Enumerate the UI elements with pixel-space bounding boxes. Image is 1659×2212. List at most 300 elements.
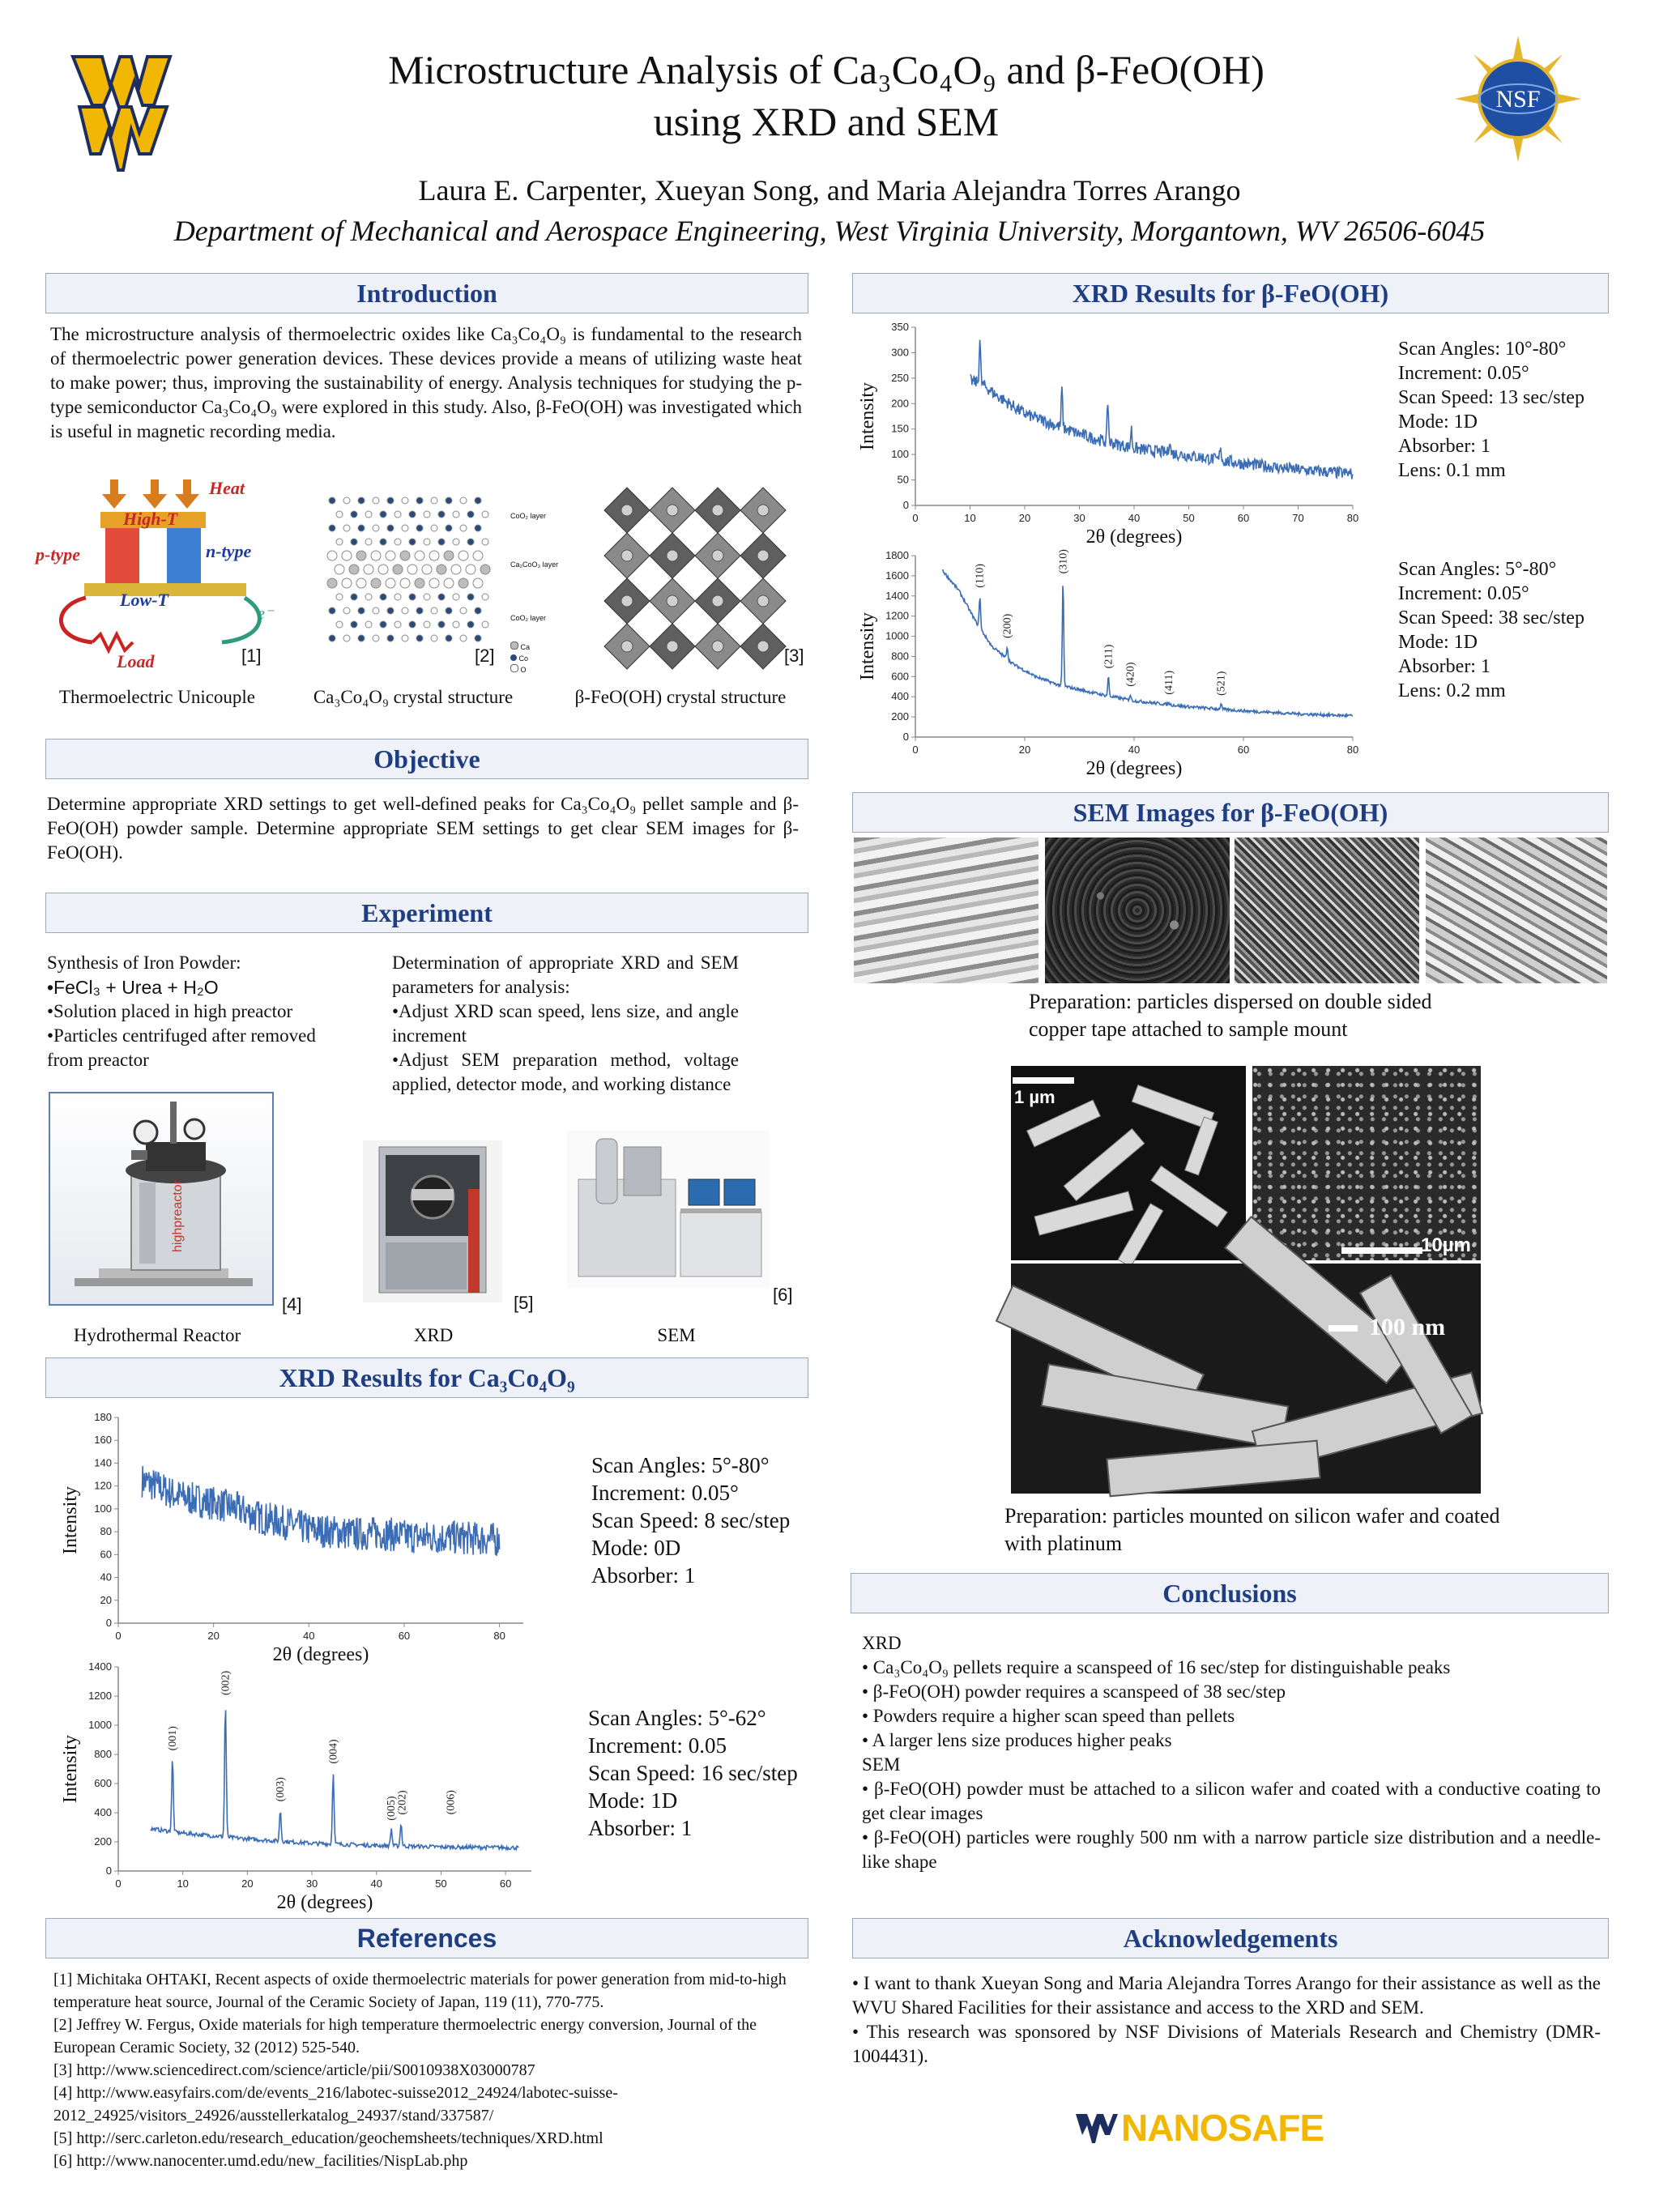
atom bbox=[482, 621, 488, 628]
atom bbox=[343, 525, 350, 531]
atom bbox=[336, 621, 343, 628]
ca-xrd-params-2 bbox=[588, 1704, 798, 1842]
atom bbox=[475, 497, 481, 504]
ca-layer-label-3: CoO₂ layer bbox=[510, 614, 547, 622]
atom bbox=[424, 539, 430, 545]
param-line: Mode: 1D bbox=[588, 1788, 678, 1813]
atom bbox=[424, 511, 430, 518]
atom bbox=[453, 594, 459, 600]
atom bbox=[402, 497, 408, 504]
low-t-label: Low-T bbox=[120, 590, 168, 610]
ref-3-marker: [3] bbox=[784, 646, 804, 666]
x-tick-label: 40 bbox=[370, 1877, 382, 1890]
ca-xrd-chart-2 bbox=[45, 1656, 548, 1913]
atom bbox=[467, 539, 474, 545]
atom bbox=[446, 497, 452, 504]
atom bbox=[351, 539, 357, 545]
y-tick-label: 100 bbox=[94, 1502, 112, 1515]
atom bbox=[342, 551, 352, 560]
atom bbox=[438, 539, 445, 545]
atom bbox=[482, 539, 488, 545]
ca-layer-label-2: Ca₂CoO₃ layer bbox=[510, 560, 559, 569]
y-tick-label: 1000 bbox=[88, 1719, 112, 1731]
atom bbox=[712, 505, 723, 516]
x-tick-label: 10 bbox=[177, 1877, 189, 1890]
atom bbox=[757, 505, 769, 516]
atom bbox=[431, 525, 437, 531]
fe-xrd-params-1 bbox=[1398, 337, 1584, 483]
atom bbox=[387, 607, 394, 614]
param-line: Increment: 0.05° bbox=[591, 1481, 739, 1505]
series-line bbox=[970, 340, 1353, 479]
atom bbox=[409, 539, 416, 545]
conclusions-sem-label: SEM bbox=[862, 1754, 901, 1775]
scale-bar-1 bbox=[1013, 1077, 1074, 1084]
param-line: Mode: 1D bbox=[1398, 411, 1478, 433]
atom bbox=[365, 621, 372, 628]
atom bbox=[667, 505, 678, 516]
x-tick-label: 20 bbox=[241, 1877, 254, 1890]
x-tick-label: 60 bbox=[398, 1630, 411, 1642]
conclusions-heading: Conclusions bbox=[851, 1573, 1609, 1613]
y-tick-label: 60 bbox=[100, 1548, 112, 1561]
atom bbox=[415, 551, 424, 560]
atom bbox=[712, 641, 723, 652]
conclusions-xrd-label: XRD bbox=[862, 1633, 902, 1653]
atom bbox=[453, 539, 459, 545]
sem-prep-1: Preparation: particles dispersed on double sided copper tape attached to sample mount bbox=[1029, 990, 1432, 1041]
param-line: Scan Speed: 38 sec/step bbox=[1398, 607, 1584, 629]
atom bbox=[365, 539, 372, 545]
atom bbox=[394, 621, 401, 628]
atom bbox=[336, 594, 343, 600]
atom bbox=[387, 635, 394, 641]
feooh-structure-caption: β-FeO(OH) crystal structure bbox=[574, 687, 787, 707]
y-tick-label: 600 bbox=[891, 670, 909, 683]
atom bbox=[336, 511, 343, 518]
y-tick-label: 350 bbox=[891, 321, 909, 333]
high-t-label: High-T bbox=[123, 509, 178, 529]
atom bbox=[373, 497, 379, 504]
synthesis-item: •FeCl₃ + Urea + H₂O bbox=[47, 977, 219, 998]
x-tick-label: 80 bbox=[1346, 744, 1359, 756]
atom bbox=[343, 497, 350, 504]
atom bbox=[351, 621, 357, 628]
atom bbox=[667, 641, 678, 652]
atom bbox=[446, 607, 452, 614]
ca3co4o9-structure-caption: Ca₃Co₄O₉ crystal structure bbox=[313, 687, 514, 707]
x-tick-label: 30 bbox=[1073, 512, 1085, 524]
atom bbox=[460, 497, 467, 504]
x-axis-label: 2θ (degrees) bbox=[276, 1892, 373, 1913]
atom bbox=[329, 525, 335, 531]
atom bbox=[371, 578, 381, 588]
conclusion-item: • β-FeO(OH) powder must be attached to a silicon wafer and coated with a conductive coating to get clear images bbox=[862, 1779, 1601, 1823]
y-tick-label: 200 bbox=[94, 1835, 112, 1848]
atom bbox=[387, 497, 394, 504]
series-line bbox=[151, 1710, 518, 1849]
conclusions-body bbox=[862, 1631, 1601, 1874]
atom bbox=[438, 594, 445, 600]
sem-image-2 bbox=[1045, 837, 1230, 983]
objective-text: Determine appropriate XRD settings to get well-defined peaks for Ca₃Co₄O₉ pellet sample and β-FeO(OH) powder sample. Determine appropriate SEM settings to get clear SEM images for β-FeO(OH). bbox=[47, 794, 799, 863]
x-tick-label: 50 bbox=[1183, 512, 1195, 524]
param-line: Scan Angles: 5°-80° bbox=[1398, 559, 1557, 580]
atom bbox=[373, 635, 379, 641]
atom bbox=[437, 565, 446, 574]
atom bbox=[460, 635, 467, 641]
sem-image-7 bbox=[1011, 1264, 1481, 1494]
atom bbox=[400, 578, 410, 588]
atom bbox=[467, 511, 474, 518]
atom bbox=[453, 621, 459, 628]
thermoelectric-unicouple-figure bbox=[36, 476, 279, 671]
title-line-2: using XRD and SEM bbox=[653, 99, 1000, 144]
atom bbox=[460, 525, 467, 531]
sem-prep-2: Preparation: particles mounted on silicon wafer and coated with platinum bbox=[1004, 1504, 1500, 1555]
nanosafe-logo bbox=[1076, 2104, 1351, 2153]
x-tick-label: 80 bbox=[1346, 512, 1359, 524]
atom bbox=[424, 594, 430, 600]
atom bbox=[380, 511, 386, 518]
parameters-item: •Adjust SEM preparation method, voltage applied, detector mode, and working distance bbox=[392, 1050, 739, 1094]
x-tick-label: 80 bbox=[493, 1630, 505, 1642]
atom bbox=[621, 641, 633, 652]
param-line: Mode: 1D bbox=[1398, 632, 1478, 653]
page-title bbox=[243, 44, 1410, 147]
peak-label: (202) bbox=[396, 1790, 409, 1815]
atom bbox=[356, 578, 366, 588]
atom bbox=[712, 550, 723, 561]
y-tick-label: 400 bbox=[891, 690, 909, 703]
atom bbox=[757, 595, 769, 607]
atom bbox=[460, 607, 467, 614]
xrd-caption: XRD bbox=[413, 1325, 454, 1345]
atom bbox=[416, 635, 423, 641]
legend-o: O bbox=[520, 666, 527, 674]
atom bbox=[358, 497, 365, 504]
atom bbox=[373, 607, 379, 614]
atom bbox=[757, 550, 769, 561]
n-type-label: n-type bbox=[206, 541, 252, 561]
synthesis-item: •Particles centrifuged after removed from preactor bbox=[47, 1025, 316, 1070]
nanosafe-logo-text: NANOSAFE bbox=[1121, 2107, 1324, 2149]
peak-label: (004) bbox=[327, 1739, 340, 1764]
series-line bbox=[943, 569, 1353, 717]
atom bbox=[402, 525, 408, 531]
reference-item: [5] http://serc.carleton.edu/research_education/geochemsheets/techniques/XRD.html bbox=[53, 2129, 603, 2147]
ca3co4o9-structure-figure bbox=[321, 492, 499, 654]
atom bbox=[386, 578, 395, 588]
conclusion-item: • β-FeO(OH) particles were roughly 500 nm with a narrow particle size distribution and a needle-like shape bbox=[862, 1827, 1601, 1872]
atom bbox=[358, 525, 365, 531]
parameters-title: Determination of appropriate XRD and SEM parameters for analysis: bbox=[392, 953, 739, 997]
atom bbox=[349, 565, 359, 574]
reactor-caption: Hydrothermal Reactor bbox=[73, 1325, 241, 1345]
ref-6-marker: [6] bbox=[773, 1285, 793, 1305]
sem-image-6 bbox=[1252, 1066, 1481, 1260]
atom bbox=[446, 525, 452, 531]
atom bbox=[415, 578, 424, 588]
atom bbox=[365, 594, 372, 600]
atom bbox=[409, 511, 416, 518]
atom bbox=[475, 635, 481, 641]
conclusion-item: • β-FeO(OH) powder requires a scanspeed of 38 sec/step bbox=[862, 1681, 1286, 1702]
atom bbox=[380, 539, 386, 545]
peak-label: (310) bbox=[1057, 549, 1070, 574]
atom bbox=[371, 551, 381, 560]
x-tick-label: 0 bbox=[912, 512, 919, 524]
xrd-machine-image bbox=[363, 1140, 502, 1302]
acknowledgements-heading: Acknowledgements bbox=[852, 1918, 1609, 1958]
atom bbox=[342, 578, 352, 588]
atom bbox=[451, 565, 461, 574]
param-line: Increment: 0.05° bbox=[1398, 583, 1529, 604]
param-line: Absorber: 1 bbox=[1398, 436, 1491, 457]
unicouple-caption: Thermoelectric Unicouple bbox=[58, 687, 256, 707]
atom bbox=[351, 594, 357, 600]
param-line: Increment: 0.05 bbox=[588, 1733, 727, 1758]
acknowledgement-item: • I want to thank Xueyan Song and Maria Alejandra Torres Arango for their assistance as well as the WVU Shared Facilities for their assistance and access to the XRD and SEM. bbox=[852, 1973, 1601, 2018]
atom bbox=[757, 641, 769, 652]
atom bbox=[438, 511, 445, 518]
atom bbox=[400, 551, 410, 560]
objective-heading: Objective bbox=[45, 739, 808, 779]
atom bbox=[621, 550, 633, 561]
atom bbox=[402, 607, 408, 614]
atom bbox=[356, 551, 366, 560]
atom bbox=[327, 551, 337, 560]
x-tick-label: 0 bbox=[912, 744, 919, 756]
scale-bar-3 bbox=[1328, 1325, 1358, 1332]
y-tick-label: 0 bbox=[902, 499, 909, 511]
atom bbox=[358, 635, 365, 641]
y-tick-label: 1800 bbox=[885, 549, 909, 561]
peak-label: (003) bbox=[275, 1777, 288, 1802]
fe-xrd-chart-1 bbox=[851, 322, 1369, 557]
acknowledgement-item: • This research was sponsored by NSF Divisions of Materials Research and Chemistry (DMR-1004431). bbox=[852, 2022, 1601, 2066]
y-tick-label: 50 bbox=[897, 473, 909, 486]
param-line: Scan Speed: 8 sec/step bbox=[591, 1508, 791, 1532]
atom bbox=[431, 497, 437, 504]
x-tick-label: 30 bbox=[305, 1877, 318, 1890]
y-tick-label: 400 bbox=[94, 1806, 112, 1818]
y-tick-label: 160 bbox=[94, 1434, 112, 1447]
atom bbox=[407, 565, 417, 574]
atom bbox=[475, 525, 481, 531]
atom bbox=[444, 551, 454, 560]
y-axis-label: Intensity bbox=[857, 382, 878, 450]
x-tick-label: 50 bbox=[435, 1877, 447, 1890]
atom bbox=[458, 551, 468, 560]
ref-2-marker: [2] bbox=[475, 646, 495, 666]
param-line: Lens: 0.1 mm bbox=[1398, 460, 1506, 481]
atom bbox=[422, 565, 432, 574]
atom bbox=[475, 607, 481, 614]
nsf-logo bbox=[1453, 34, 1583, 164]
ca-xrd-params-1 bbox=[591, 1451, 790, 1589]
x-axis-label: 2θ (degrees) bbox=[1085, 758, 1183, 779]
heat-label: Heat bbox=[209, 478, 245, 498]
atom bbox=[621, 595, 633, 607]
atom bbox=[416, 525, 423, 531]
y-tick-label: 1200 bbox=[88, 1690, 112, 1702]
sem-image-1 bbox=[854, 837, 1038, 983]
synthesis-title: Synthesis of Iron Powder: bbox=[47, 953, 241, 973]
introduction-text: The microstructure analysis of thermoelectric oxides like Ca₃Co₄O₉ is fundamental to the research of thermoelectric power generation devices. These devices provide a means of utilizing waste heat to make power; thus, improving the sustainability of energy. Analysis techniques for studying the p-type semiconductor Ca₃Co₄O₉ were explored in this study. Also, β-FeO(OH) was investigated which is useful in magnetic recording media. bbox=[50, 324, 802, 441]
y-tick-label: 0 bbox=[105, 1865, 112, 1877]
atom bbox=[394, 511, 401, 518]
y-tick-label: 140 bbox=[94, 1456, 112, 1469]
y-axis-label: Intensity bbox=[857, 612, 878, 680]
fe-xrd-chart-2 bbox=[851, 548, 1369, 782]
atom bbox=[446, 635, 452, 641]
y-tick-label: 1200 bbox=[885, 609, 909, 622]
param-line: Scan Speed: 16 sec/step bbox=[588, 1761, 798, 1785]
peak-label: (002) bbox=[220, 1670, 232, 1695]
atom bbox=[387, 525, 394, 531]
atom bbox=[467, 594, 474, 600]
atom bbox=[431, 635, 437, 641]
y-tick-label: 1400 bbox=[88, 1660, 112, 1673]
authors: Laura E. Carpenter, Xueyan Song, and Maria Alejandra Torres Arango bbox=[418, 174, 1241, 207]
x-tick-label: 60 bbox=[499, 1877, 512, 1890]
legend-co: Co bbox=[518, 654, 529, 663]
y-tick-label: 0 bbox=[902, 731, 909, 743]
sem-machine-image bbox=[567, 1131, 770, 1288]
conclusion-item: • Ca₃Co₄O₉ pellets require a scanspeed of 16 sec/step for distinguishable peaks bbox=[862, 1657, 1451, 1677]
sem-image-3 bbox=[1235, 837, 1419, 983]
peak-label: (110) bbox=[974, 563, 987, 588]
y-tick-label: 120 bbox=[94, 1479, 112, 1492]
y-tick-label: 1400 bbox=[885, 589, 909, 602]
x-tick-label: 20 bbox=[207, 1630, 220, 1642]
atom bbox=[335, 565, 344, 574]
atom bbox=[329, 607, 335, 614]
atom bbox=[429, 551, 439, 560]
atom bbox=[431, 607, 437, 614]
atom bbox=[424, 621, 430, 628]
x-axis-label: 2θ (degrees) bbox=[1085, 526, 1183, 548]
y-tick-label: 800 bbox=[891, 650, 909, 663]
fe-xrd-params-2 bbox=[1398, 557, 1584, 703]
nsf-logo-text: NSF bbox=[1495, 86, 1541, 113]
experiment-col-1 bbox=[47, 951, 339, 1072]
scale-bar-2 bbox=[1341, 1247, 1422, 1254]
atom bbox=[480, 565, 490, 574]
reference-item: [6] http://www.nanocenter.umd.edu/new_facilities/NispLab.php bbox=[53, 2152, 468, 2170]
atom bbox=[467, 621, 474, 628]
sem-image-4 bbox=[1426, 837, 1607, 983]
atom bbox=[329, 497, 335, 504]
x-tick-label: 60 bbox=[1237, 744, 1250, 756]
wvu-logo bbox=[70, 49, 173, 178]
atom bbox=[343, 635, 350, 641]
y-tick-label: 40 bbox=[100, 1571, 112, 1583]
atom bbox=[712, 595, 723, 607]
peak-label: (420) bbox=[1124, 662, 1137, 687]
scale-label-1: 1 µm bbox=[1014, 1087, 1056, 1107]
atom bbox=[373, 525, 379, 531]
y-tick-label: 1600 bbox=[885, 569, 909, 582]
atom bbox=[466, 565, 476, 574]
ref-1-marker: [1] bbox=[241, 646, 262, 666]
x-tick-label: 20 bbox=[1018, 744, 1031, 756]
x-tick-label: 10 bbox=[964, 512, 976, 524]
atom bbox=[386, 551, 395, 560]
param-line: Mode: 0D bbox=[591, 1536, 681, 1560]
atom bbox=[429, 578, 439, 588]
y-axis-label: Intensity bbox=[60, 1735, 81, 1803]
y-tick-label: 180 bbox=[94, 1411, 112, 1423]
x-tick-label: 0 bbox=[115, 1877, 122, 1890]
param-line: Absorber: 1 bbox=[588, 1816, 693, 1840]
param-line: Scan Angles: 10°-80° bbox=[1398, 339, 1567, 360]
y-tick-label: 0 bbox=[105, 1617, 112, 1629]
ca-legend bbox=[510, 641, 530, 676]
atom bbox=[343, 607, 350, 614]
peak-label: (521) bbox=[1215, 671, 1228, 696]
atom bbox=[327, 578, 337, 588]
sem-heading: SEM Images for β-FeO(OH) bbox=[852, 792, 1609, 833]
atom bbox=[482, 594, 488, 600]
atom bbox=[458, 578, 468, 588]
scale-label-3: 100 nm bbox=[1369, 1314, 1446, 1340]
y-tick-label: 1000 bbox=[885, 629, 909, 642]
conclusion-item: • A larger lens size produces higher peaks bbox=[862, 1730, 1172, 1750]
atom bbox=[380, 594, 386, 600]
reference-item: [2] Jeffrey W. Fergus, Oxide materials for high temperature thermoelectric energy conversion, Journal of the European Ceramic Society, 32 (2012) 525-540. bbox=[53, 2016, 757, 2056]
reference-item: [4] http://www.easyfairs.com/de/events_216/labotec-suisse2012_24924/labotec-suisse-2012_24925/visitors_24926/ausstellerkatalog_24937/stand/337587/ bbox=[53, 2084, 618, 2125]
y-axis-label: Intensity bbox=[60, 1486, 81, 1554]
xrd-fe-heading: XRD Results for β-FeO(OH) bbox=[852, 273, 1609, 313]
y-tick-label: 100 bbox=[891, 448, 909, 461]
x-tick-label: 40 bbox=[303, 1630, 315, 1642]
ref-4-marker: [4] bbox=[282, 1294, 302, 1315]
atom bbox=[473, 578, 483, 588]
param-line: Scan Angles: 5°-62° bbox=[588, 1706, 766, 1730]
feooh-structure-figure bbox=[588, 471, 774, 663]
y-tick-label: 80 bbox=[100, 1525, 112, 1538]
atom bbox=[380, 621, 386, 628]
peak-label: (006) bbox=[445, 1790, 458, 1815]
atom bbox=[416, 607, 423, 614]
sem-caption: SEM bbox=[657, 1325, 696, 1345]
ref-5-marker: [5] bbox=[514, 1293, 534, 1313]
reactor-brand-label: highpreactor bbox=[171, 1180, 185, 1252]
x-tick-label: 0 bbox=[115, 1630, 122, 1642]
hydrothermal-reactor-image bbox=[49, 1092, 274, 1306]
references-list bbox=[53, 1968, 799, 2172]
series-line bbox=[142, 1466, 499, 1556]
atom bbox=[416, 497, 423, 504]
reference-item: [3] http://www.sciencedirect.com/science/article/pii/S0010938X03000787 bbox=[53, 2061, 535, 2079]
param-line: Lens: 0.2 mm bbox=[1398, 680, 1506, 701]
x-tick-label: 20 bbox=[1018, 512, 1031, 524]
load-label: Load bbox=[117, 651, 155, 671]
parameters-item: •Adjust XRD scan speed, lens size, and angle increment bbox=[392, 1001, 739, 1046]
synthesis-item: •Solution placed in high preactor bbox=[47, 1001, 293, 1021]
atom bbox=[444, 578, 454, 588]
atom bbox=[409, 594, 416, 600]
atom bbox=[393, 565, 403, 574]
atom bbox=[394, 539, 401, 545]
acknowledgements-body bbox=[852, 1971, 1601, 2069]
ca-xrd-chart-1 bbox=[45, 1409, 531, 1665]
peak-label: (200) bbox=[1001, 613, 1014, 638]
y-tick-label: 800 bbox=[94, 1748, 112, 1760]
param-line: Absorber: 1 bbox=[591, 1563, 696, 1588]
